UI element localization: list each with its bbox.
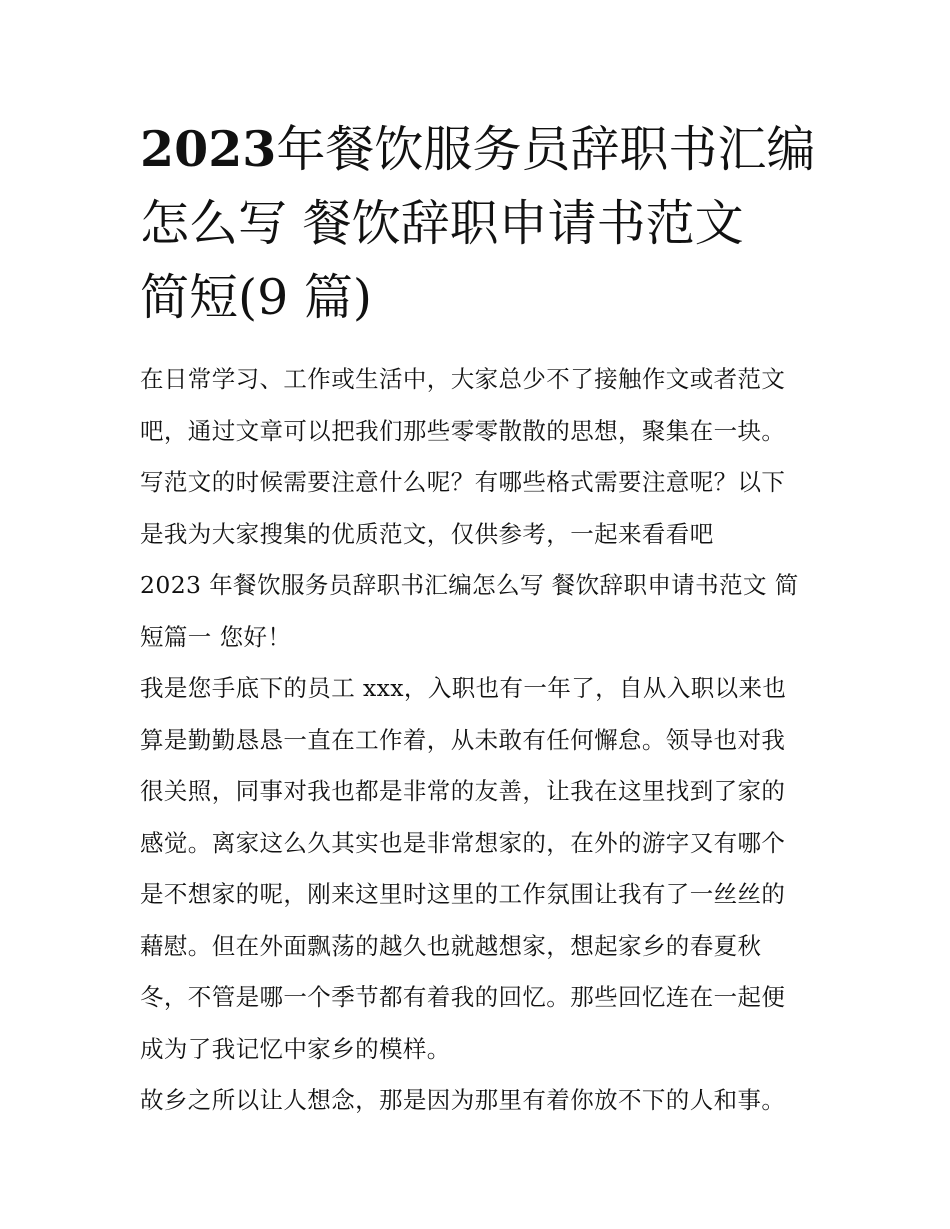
- document-body: [140, 354, 820, 1127]
- body-line: 藉慰。但在外面飘荡的越久也就越想家，想起家乡的春夏秋: [140, 931, 762, 960]
- body-line: 算是勤勤恳恳一直在工作着，从未敢有任何懈怠。领导也对我: [140, 725, 786, 754]
- body-line: 短篇一 您好！: [140, 622, 292, 651]
- title-line-1: [140, 112, 820, 187]
- body-line: 感觉。离家这么久其实也是非常想家的，在外的游字又有哪个: [140, 828, 786, 857]
- document-title: [140, 112, 820, 335]
- body-line: 故乡之所以让人想念，那是因为那里有着你放不下的人和事。: [140, 1086, 786, 1114]
- body-line: 是不想家的呢，刚来这里时这里的工作氛围让我有了一丝丝的: [140, 880, 786, 908]
- body-line: 成为了我记忆中家乡的模样。: [140, 1034, 451, 1063]
- body-line: 是我为大家搜集的优质范文，仅供参考，一起来看看吧: [140, 519, 714, 548]
- title-line-2: [140, 187, 820, 261]
- body-line: 在日常学习、工作或生活中，大家总少不了接触作文或者范文: [140, 365, 786, 393]
- body-line: 2023 年餐饮服务员辞职书汇编怎么写 餐饮辞职申请书范文 简: [140, 571, 799, 599]
- body-line: 写范文的时候需要注意什么呢？有哪些格式需要注意呢？以下: [140, 468, 786, 496]
- body-line: 我是您手底下的员工 xxx，入职也有一年了，自从入职以来也: [140, 674, 787, 702]
- title-line-1-text: 年餐饮服务员辞职书汇编: [276, 121, 816, 178]
- title-line-3: [140, 261, 820, 335]
- body-line: 吧，通过文章可以把我们那些零零散散的思想，聚集在一块。: [140, 416, 786, 445]
- body-line: 很关照，同事对我也都是非常的友善，让我在这里找到了家的: [140, 777, 786, 805]
- title-line-2-text: 怎么写 餐饮辞职申请书范文: [140, 195, 744, 252]
- title-year: 2023: [140, 120, 277, 178]
- body-line: 冬，不管是哪一个季节都有着我的回忆。那些回忆连在一起便: [140, 983, 786, 1011]
- title-line-3-text: 简短(9 篇): [140, 269, 372, 326]
